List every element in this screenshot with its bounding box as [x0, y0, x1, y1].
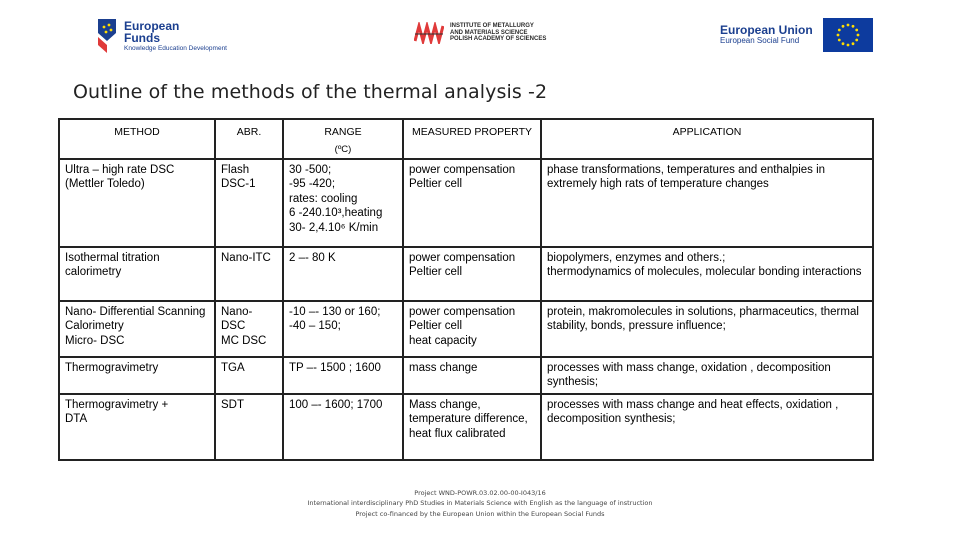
header-application: APPLICATION: [541, 119, 873, 159]
cell-method: [59, 301, 215, 357]
cell-range: [283, 357, 403, 394]
cell-method-text: Ultra – high rate DSC: [65, 164, 175, 176]
cell-abr: [215, 394, 283, 460]
cell-measured-text: heat capacity: [409, 334, 477, 347]
cell-range: [283, 247, 403, 301]
table-row: [59, 247, 873, 301]
header-abr: ABR.: [215, 119, 283, 159]
table-row: [59, 301, 873, 357]
header-range: RANGE (ºC): [283, 119, 403, 159]
cell-application: [541, 301, 873, 357]
imim-logo: [414, 22, 546, 44]
cell-measured-text: power compensation: [409, 306, 516, 318]
cell-abr: [215, 357, 283, 394]
cell-range-text: 2 –- 80 K: [289, 252, 336, 264]
cell-measured-text: power compensation: [409, 164, 516, 176]
cell-abr-text: DSC-1: [221, 178, 256, 191]
cell-abr-text: Nano-: [221, 306, 253, 318]
ef-line1: European: [124, 18, 180, 33]
cell-range: [283, 301, 403, 357]
cell-measured-text: power compensation: [409, 252, 516, 264]
table-body: [59, 159, 873, 460]
cell-measured-text: Peltier cell: [409, 178, 463, 191]
header-range-unit: (ºC): [334, 144, 352, 156]
cell-measured: [403, 247, 541, 301]
cell-range-text: 100 –- 1600; 1700: [289, 398, 383, 411]
imim-line1: INSTITUTE OF METALLURGY: [450, 22, 534, 29]
cell-application: [541, 247, 873, 301]
cell-application-text: phase transformations, temperatures and enthalpies in extremely high rats of temperature changes: [547, 164, 826, 191]
cell-abr: [215, 159, 283, 247]
cell-application-text: protein, makromolecules in solutions, pharmaceutics, thermal stability, bonds, pressure influence;: [547, 306, 859, 333]
cell-method-text: Nano- Differential Scanning Calorimetry: [65, 306, 206, 333]
table-row: [59, 357, 873, 394]
cell-method-text: (Mettler Toledo): [65, 178, 145, 191]
cell-measured: [403, 159, 541, 247]
imim-emblem-icon: [414, 22, 444, 44]
cell-range-text: -10 –- 130 or 160;: [289, 306, 381, 318]
cell-application-text: thermodynamics of molecules, molecular bonding interactions: [547, 266, 862, 279]
cell-abr-text: MC DSC: [221, 334, 267, 347]
eu-logo: [720, 18, 873, 52]
footer-line3: Project co-financed by the European Union within the European Social Funds: [355, 509, 605, 518]
cell-method-text: Isothermal titration calorimetry: [65, 252, 160, 279]
european-funds-logo: [96, 16, 227, 56]
cell-range-text: 30 -500;: [289, 164, 332, 176]
header-measured-property: MEASURED PROPERTY: [403, 119, 541, 159]
cell-abr-text: DSC: [221, 320, 246, 333]
cell-application-text: biopolymers, enzymes and others.;: [547, 252, 726, 264]
cell-range: [283, 159, 403, 247]
cell-range-text: rates: cooling: [289, 192, 358, 205]
cell-application-text: processes with mass change, oxidation , decomposition synthesis;: [547, 362, 831, 389]
cell-measured-text: Peltier cell: [409, 266, 463, 279]
eu-flag-icon: [823, 18, 873, 52]
cell-range-text: 30- 2,4.10⁶ K/min: [289, 221, 379, 234]
footer-line1: Project WND-POWR.03.02.00-00-I043/16: [414, 489, 546, 497]
methods-table: [58, 118, 874, 461]
cell-method-text: DTA: [65, 413, 88, 426]
cell-range-text: -95 -420;: [289, 178, 336, 191]
cell-application-text: processes with mass change and heat effects, oxidation , decomposition synthesis;: [547, 398, 839, 426]
table-row: [59, 394, 873, 460]
imim-line2: AND MATERIALS SCIENCE: [450, 29, 528, 36]
cell-measured: [403, 394, 541, 460]
header-method: METHOD: [59, 119, 215, 159]
cell-measured: [403, 301, 541, 357]
eu-line2: European Social Fund: [720, 36, 800, 46]
cell-range-text: 6 -240.10³,heating: [289, 207, 383, 220]
cell-method: [59, 247, 215, 301]
cell-range-text: -40 – 150;: [289, 320, 341, 333]
cell-range: [283, 394, 403, 460]
cell-abr-text: Flash: [221, 164, 250, 176]
cell-abr-text: SDT: [221, 398, 244, 411]
cell-application: [541, 159, 873, 247]
eu-line1: European Union: [720, 23, 813, 37]
cell-abr-text: Nano-ITC: [221, 252, 271, 264]
cell-measured-text: Mass change, temperature difference, heat flux calibrated: [409, 398, 528, 440]
cell-measured: [403, 357, 541, 394]
cell-method: [59, 394, 215, 460]
slide-title: Outline of the methods of the thermal analysis -2: [73, 81, 548, 103]
cell-abr-text: TGA: [221, 362, 245, 374]
cell-range-text: TP –- 1500 ; 1600: [289, 362, 381, 374]
imim-line3: POLISH ACADEMY OF SCIENCES: [450, 36, 547, 43]
european-funds-emblem-icon: [96, 17, 118, 55]
footer-line2: International interdisciplinary PhD Studies in Materials Science with English as the language of instruction: [307, 499, 653, 508]
header-logos: [0, 12, 960, 58]
cell-method-text: Micro- DSC: [65, 334, 125, 347]
cell-measured-text: Peltier cell: [409, 320, 463, 333]
cell-method-text: Thermogravimetry +: [65, 398, 169, 411]
cell-measured-text: mass change: [409, 362, 478, 374]
cell-abr: [215, 301, 283, 357]
cell-application: [541, 394, 873, 460]
cell-method: [59, 159, 215, 247]
ef-line3: Knowledge Education Development: [124, 44, 227, 52]
ef-line2: Funds: [124, 30, 160, 45]
footer: [0, 488, 960, 519]
cell-method-text: Thermogravimetry: [65, 362, 159, 374]
cell-application: [541, 357, 873, 394]
cell-abr: [215, 247, 283, 301]
table-row: [59, 159, 873, 247]
table-header-row: [59, 119, 873, 159]
cell-method: [59, 357, 215, 394]
